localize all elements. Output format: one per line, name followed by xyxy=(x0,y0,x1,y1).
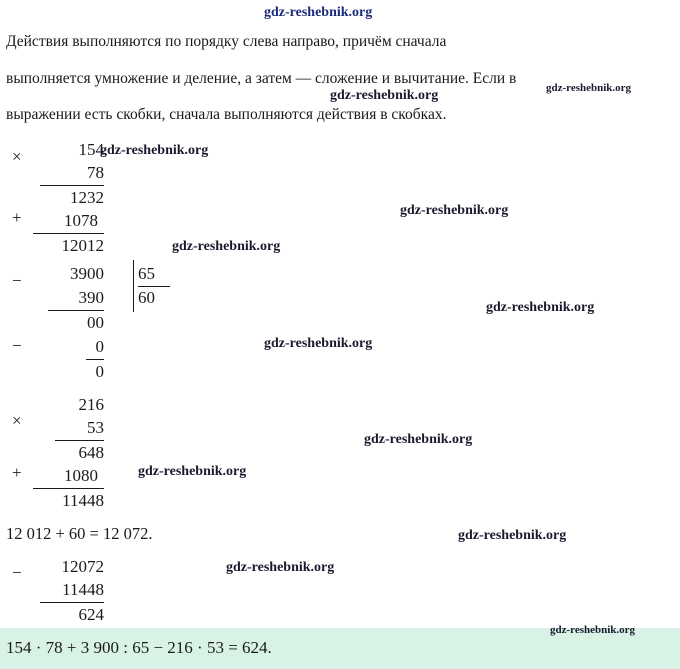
watermark: gdz-reshebnik.org xyxy=(264,336,373,351)
calc2-minus-sign-1: − xyxy=(12,271,22,290)
watermark: gdz-reshebnik.org xyxy=(226,560,335,575)
calc2-subtrahend-1: 390 xyxy=(78,288,104,307)
intro-line-3: выражении есть скобки, сначала выполняются действия в скобках. xyxy=(6,106,447,123)
calc3-operand-b: 53 xyxy=(87,418,104,437)
calc1-multiply-sign: × xyxy=(12,147,22,166)
calc2-rule-divisor xyxy=(138,286,170,287)
calc4-minus-sign: − xyxy=(12,563,22,582)
answer-highlight-bar xyxy=(0,628,680,669)
calc2-rule-2 xyxy=(86,359,104,360)
calc2-minus-sign-2: − xyxy=(12,336,22,355)
calc3-total: 11448 xyxy=(62,491,104,510)
calc1-plus-sign: + xyxy=(12,208,22,227)
calc2-subtrahend-2: 0 xyxy=(95,337,104,356)
watermark: gdz-reshebnik.org xyxy=(486,300,595,315)
watermark: gdz-reshebnik.org xyxy=(364,432,473,447)
calc3-plus-sign: + xyxy=(12,463,22,482)
calc2-dividend: 3900 xyxy=(70,264,104,283)
calc1-partial-2: 1078 xyxy=(64,211,98,230)
calc3-rule-2 xyxy=(33,488,104,489)
calc4-result: 624 xyxy=(78,605,104,624)
calc1-rule-2 xyxy=(33,233,104,234)
calc2-remainder-2: 0 xyxy=(95,362,104,381)
watermark: gdz-reshebnik.org xyxy=(400,203,509,218)
intermediate-equation: 12 012 + 60 = 12 072. xyxy=(6,524,153,543)
intro-line-1: Действия выполняются по порядку слева направо, причём сначала xyxy=(6,33,447,50)
watermark: gdz-reshebnik.org xyxy=(546,82,632,94)
watermark: gdz-reshebnik.org xyxy=(138,464,247,479)
calc1-operand-a: 154 xyxy=(78,140,104,159)
watermark: gdz-reshebnik.org xyxy=(264,5,373,20)
calc4-rule xyxy=(40,602,104,603)
calc3-multiply-sign: × xyxy=(12,411,22,430)
final-answer: 154 · 78 + 3 900 : 65 − 216 · 53 = 624. xyxy=(6,638,272,657)
calc1-operand-b: 78 xyxy=(87,163,104,182)
calc2-rule-1 xyxy=(48,310,104,311)
watermark: gdz-reshebnik.org xyxy=(550,624,636,636)
calc2-quotient: 60 xyxy=(138,288,155,307)
watermark: gdz-reshebnik.org xyxy=(458,528,567,543)
calc2-remainder-1: 00 xyxy=(87,313,104,332)
calc4-operand-a: 12072 xyxy=(61,557,104,576)
calc3-partial-1: 648 xyxy=(78,443,104,462)
calc4-operand-b: 11448 xyxy=(62,580,104,599)
calc1-rule-1 xyxy=(40,185,104,186)
calc2-divisor: 65 xyxy=(138,264,155,283)
calc3-rule-1 xyxy=(55,440,104,441)
calc2-division-bar xyxy=(133,260,134,312)
intro-line-2: выполняется умножение и деление, а затем — сложение и вычитание. Если в xyxy=(6,70,517,87)
watermark: gdz-reshebnik.org xyxy=(172,239,281,254)
calc3-operand-a: 216 xyxy=(78,395,104,414)
calc3-partial-2: 1080 xyxy=(64,466,98,485)
watermark: gdz-reshebnik.org xyxy=(100,143,209,158)
calc1-total: 12012 xyxy=(61,236,104,255)
calc1-partial-1: 1232 xyxy=(70,188,104,207)
watermark: gdz-reshebnik.org xyxy=(330,88,439,103)
